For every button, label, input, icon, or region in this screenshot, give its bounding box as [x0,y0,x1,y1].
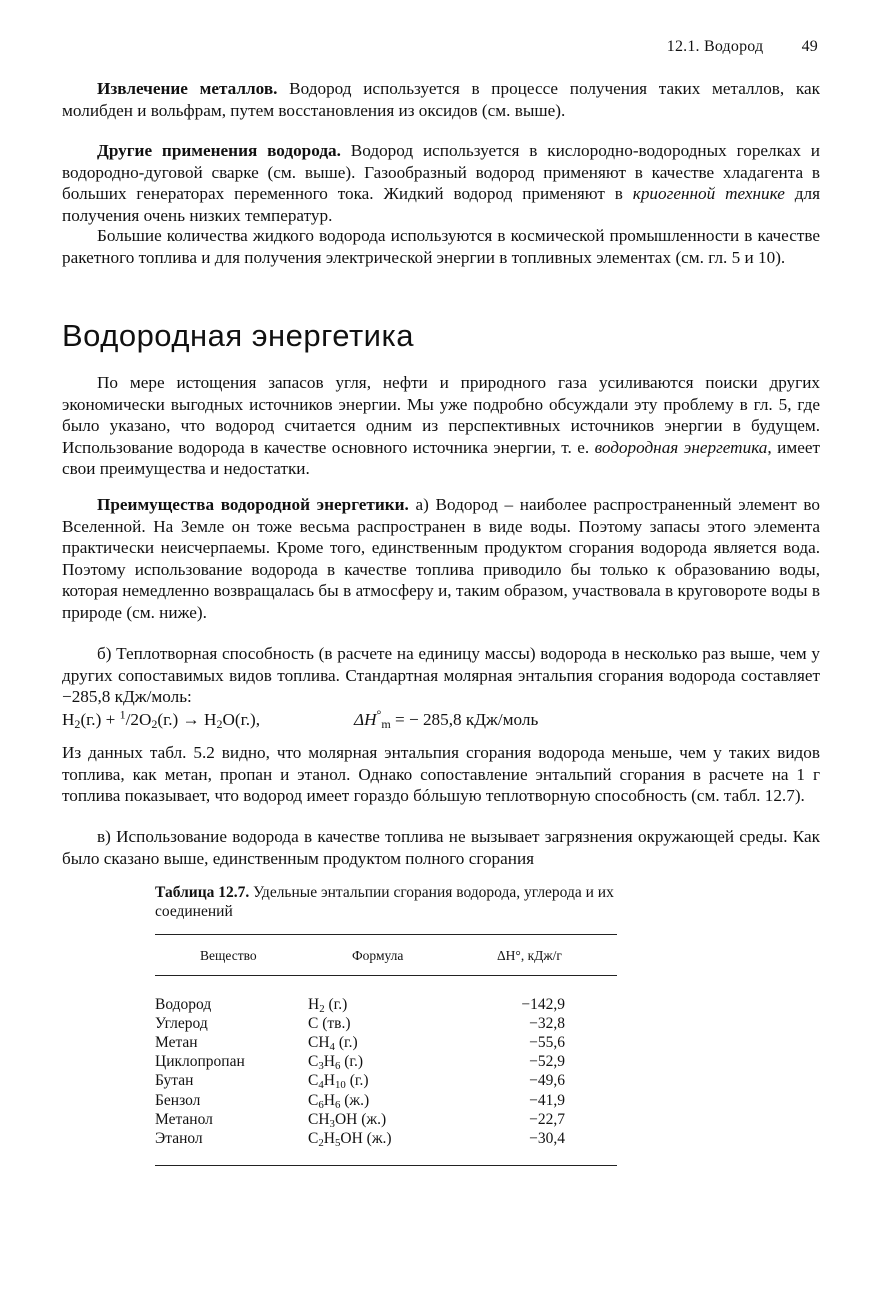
run-in-heading-advantages: Преимущества водородной энергетики. [97,495,409,514]
paragraph-comparison [62,742,820,807]
paragraph-text: в) Использование водорода в качестве топлива не вызывает загрязнения окружающей среды. Как было сказано выше, единственным продуктом полного сгорания [62,827,820,868]
paragraph-text: Из данных табл. 5.2 видно, что молярная энтальпия сгорания водорода меньше, чем у таких видов топлива, как метан, пропан и этанол. Однако сопоставление энтальпий сгорания в расчете на 1 г топлива показывает, что водород имеет гораздо бóльшую теплотворную способность (см. табл. 12.7). [62,743,820,805]
eq-fraction-den: /2 [125,710,139,729]
table-cell-substance: Метанол [155,1110,213,1128]
table-cell-formula: $C_6H_6$ (ж.) [308,1091,370,1111]
section-heading: Водородная энергетика [62,318,414,353]
eq-fraction-num: 1 [119,707,126,722]
eq-product: O(г.), [222,710,261,729]
eq-subscript: 2 [216,717,223,731]
eq-subscript: 2 [151,717,158,731]
paragraph-text: , имеет свои преимущества и недостатки. [62,437,821,478]
italic-term: криогенной технике [632,184,785,203]
paragraph-text: Водород используется в процессе получения таких металлов, как молибден и вольфрам, путем восстановления из оксидов (см. выше). [62,79,820,120]
paragraph-advantage-a [62,494,820,623]
eq-delta-h: ΔH [354,710,377,729]
table-caption-text: Удельные энтальпии сгорания водорода, углерода и их соединений [155,884,614,920]
table-cell-enthalpy: −22,7 [529,1110,565,1128]
paragraph-text: По мере истощения запасов угля, нефти и природного газа усиливаются поиски других экономически выгодных источников энергии. Мы уже подробно обсуждали эту проблему в гл. 5, где было указано, что водород считается одним из перспективных источников энергии в будущем. Использование водорода в качестве основного источника энергии, т. е. [62,373,820,457]
paragraph-text: б) Теплотворная способность (в расчете на единицу массы) водорода в несколько раз выше, чем у других сопоставимых видов топлива. Стандартная молярная энтальпия сгорания водорода составляет −285,8 кДж/моль: [62,644,820,706]
eq-text: (г.) + [80,710,120,729]
table-cell-enthalpy: −41,9 [529,1091,565,1109]
table-cell-substance: Циклопропан [155,1053,245,1071]
table-cell-formula: $C_2H_5OH$ (ж.) [308,1129,392,1149]
eq-text: (г.) → [157,710,205,729]
italic-term: водородная энергетика [594,437,768,457]
table-cell-substance: Бензол [155,1091,201,1109]
eq-value: = − 285,8 кДж/моль [390,710,539,729]
table-top-rule [155,934,617,935]
eq-subscript: m [381,717,391,731]
eq-oxygen: O [138,710,152,729]
table-cell-substance: Этанол [155,1129,203,1147]
eq-standard-mark: ° [376,707,382,722]
header-substance: Вещество [200,948,257,963]
header-enthalpy: ΔH°, кДж/г [497,948,562,963]
paragraph-text: для получения очень низких температур. [62,184,820,225]
paragraph-advantage-c [62,826,820,869]
paragraph-other-uses [62,140,820,226]
table-caption [155,883,625,921]
table-cell-enthalpy: −142,9 [521,996,565,1013]
running-head-section: 12.1. Водород [666,38,764,55]
table-cell-substance: Углерод [155,1015,208,1033]
table-cell-formula: $C_4H_{10}$ (г.) [308,1072,369,1092]
table-cell-formula: $CH_4$ (г.) [308,1034,358,1054]
eq-subscript: 2 [74,717,81,731]
table-cell-substance: Метан [155,1034,198,1052]
paragraph-text: а) Водород – наиболее распространенный элемент во Вселенной. На Земле он тоже весьма распространен в виде воды. Поэтому запасы этого элемента практически неисчерпаемы. Кроме того, единственным продуктом сгорания водорода является вода. Поэтому использование водорода в качестве топлива приводило бы только к образованию воды, которая немедленно возвращалась бы в атмосферу и, таким образом, участвовала в круговороте воды в природе (см. ниже). [62,495,821,622]
run-in-heading-metals: Извлечение металлов. [97,79,278,98]
table-cell-formula: $C_3H_6$ (г.) [308,1053,364,1073]
paragraph-advantage-b [62,643,820,708]
paragraph-space-industry [62,225,820,268]
table-cell-formula: $H_2$ (г.) [308,996,348,1015]
header-formula: Формула [352,948,404,963]
table-cell-substance: Бутан [155,1072,194,1090]
table-bottom-rule [155,1165,617,1166]
table-cell-enthalpy: −30,4 [529,1129,565,1147]
table-cell-enthalpy: −49,6 [529,1072,565,1090]
page-number: 49 [801,38,818,55]
table-cell-formula: $CH_3OH$ (ж.) [308,1110,387,1130]
run-in-heading-other: Другие применения водорода. [97,141,341,160]
table-caption-label: Таблица 12.7. [155,884,250,901]
eq-hydrogen: H [204,710,217,729]
paragraph-text: Водород используется в кислородно-водородных горелках и водородно-дуговой сварке (см. выше). Газообразный водород применяют в качестве хладагента в больших генераторах переменного тока. Жидкий водород применяют в [62,141,820,203]
table-cell-formula: C (тв.) [308,1015,351,1033]
table-cell-enthalpy: −52,9 [529,1053,565,1071]
enthalpy-expression [354,709,538,731]
table-header-rule [155,975,617,976]
table-cell-enthalpy: −55,6 [529,1034,565,1052]
paragraph-metal-extraction [62,78,820,121]
eq-hydrogen: H [62,710,75,729]
paragraph-text: Большие количества жидкого водорода используются в космической промышленности в качестве ракетного топлива и для получения электрической энергии в топливных элементах (см. гл. 5 и 10). [62,226,820,267]
paragraph-intro [62,372,820,480]
table-cell-enthalpy: −32,8 [529,1015,565,1033]
running-head [667,38,818,56]
table-cell-substance: Водород [155,996,212,1013]
